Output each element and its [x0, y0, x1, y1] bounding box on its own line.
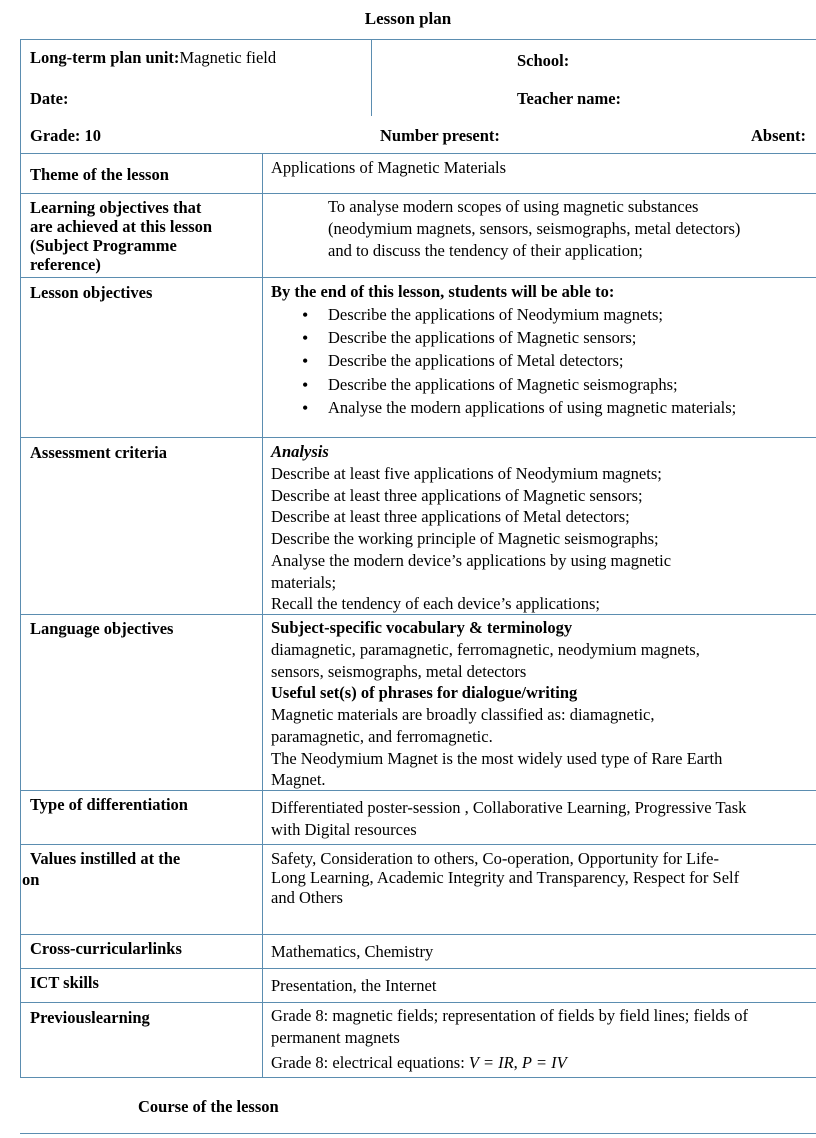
- lesson-objectives-value: [271, 281, 816, 419]
- document-title: Lesson plan: [364, 9, 452, 28]
- list-item: • Describe the applications of Magnetic sensors;: [272, 326, 816, 349]
- learning-objectives-label: Learning objectives that are achieved at this lesson (Subject Programme reference): [30, 198, 213, 275]
- language-objectives-label: Language objectives: [30, 619, 174, 638]
- values-label: Values instilled at the: [30, 849, 181, 868]
- previous-learning-label: Previouslearning: [30, 1008, 150, 1027]
- unit-value: Magnetic field: [179, 48, 277, 67]
- vocab-heading: Subject-specific vocabulary & terminology: [271, 618, 573, 637]
- list-item: • Analyse the modern applications of using magnetic materials;: [272, 396, 816, 419]
- values-value: Safety, Consideration to others, Co-operation, Opportunity for Life- Long Learning, Academic Integrity and Transparency, Respect for Self and Others: [271, 849, 740, 907]
- lesson-objectives-intro: By the end of this lesson, students will be able to:: [271, 282, 615, 301]
- differentiation-value: Differentiated poster-session , Collaborative Learning, Progressive Task with Digital resources: [271, 798, 747, 839]
- ict-skills-value: Presentation, the Internet: [271, 976, 437, 995]
- list-item: • Describe the applications of Metal detectors;: [272, 349, 816, 372]
- date-label: Date:: [30, 89, 69, 108]
- assessment-value: Analysis Describe at least five applications of Neodymium magnets; Describe at least three applications of Magnetic sensors; Describe at least three applications of Metal detectors; Describe the working principle of Magnetic seismographs; Analyse the modern device’s applications by using magnetic materials; Recall the tendency of each device’s applications;: [271, 442, 672, 614]
- language-objectives-value: Subject-specific vocabulary & terminology diamagnetic, paramagnetic, ferromagnetic, neodymium magnets, sensors, seismographs, metal detectors Useful set(s) of phrases for dialogue/writing Magnetic materials are broadly classified as: diamagnetic, paramagnetic, and ferromagnetic. The Neodymium Magnet is the most widely used type of Rare Earth Magnet.: [271, 618, 723, 790]
- ict-skills-label: ICT skills: [30, 973, 99, 992]
- list-item: • Describe the applications of Neodymium magnets;: [272, 303, 816, 326]
- differentiation-label: Type of differentiation: [30, 795, 188, 814]
- course-heading: Course of the lesson: [138, 1097, 279, 1116]
- theme-value: Applications of Magnetic Materials: [271, 158, 507, 177]
- absent-label: Absent:: [751, 126, 807, 145]
- teacher-label: Teacher name:: [517, 89, 622, 108]
- lesson-objectives-list: [272, 303, 816, 419]
- assessment-heading: Analysis: [271, 442, 329, 461]
- cross-curricular-label: Cross-curricularlinks: [30, 939, 182, 958]
- unit-label: Long-term plan unit:: [30, 48, 180, 67]
- previous-learning-value: Grade 8: magnetic fields; representation of fields by field lines; fields of permanent magnets Grade 8: electrical equations: V = IR, P = IV: [271, 1005, 816, 1073]
- lesson-objectives-label: Lesson objectives: [30, 283, 153, 302]
- learning-objectives-value: To analyse modern scopes of using magnetic substances (neodymium magnets, sensors, seismographs, metal detectors) and to discuss the tendency of their application;: [328, 197, 741, 260]
- assessment-label: Assessment criteria: [30, 443, 167, 462]
- school-label: School:: [517, 51, 570, 70]
- values-label-overflow: on: [22, 870, 40, 889]
- grade-label: Grade: 10: [30, 126, 102, 145]
- list-item: • Describe the applications of Magnetic seismographs;: [272, 373, 816, 396]
- number-present-label: Number present:: [380, 126, 500, 145]
- equations-line: Grade 8: electrical equations: V = IR, P = IV: [271, 1052, 567, 1072]
- unit-field: [30, 47, 276, 69]
- theme-label: Theme of the lesson: [30, 165, 169, 184]
- cross-curricular-value: Mathematics, Chemistry: [271, 942, 434, 961]
- phrases-heading: Useful set(s) of phrases for dialogue/writing: [271, 683, 578, 703]
